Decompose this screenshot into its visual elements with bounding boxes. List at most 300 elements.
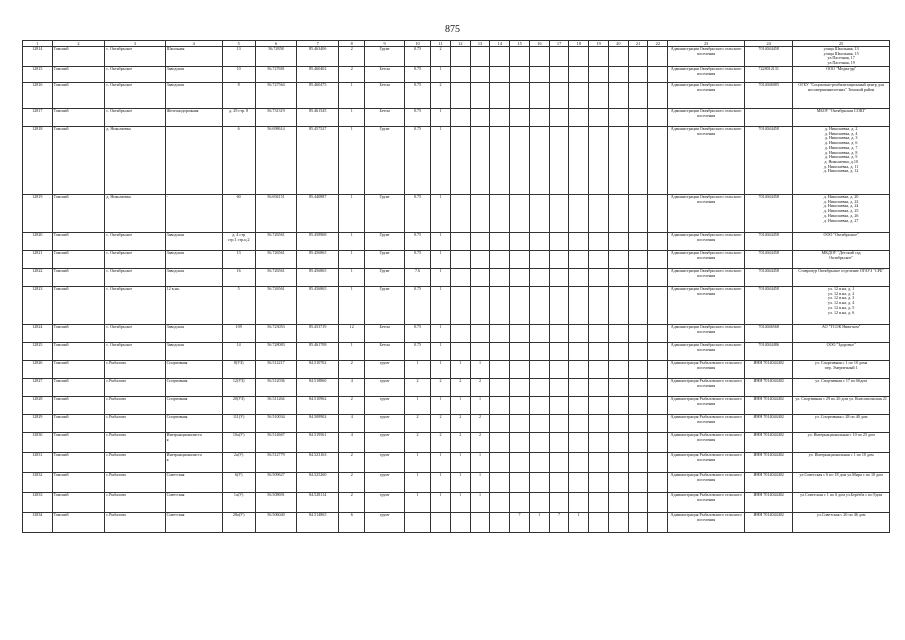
column-header: 6 xyxy=(255,41,297,47)
table-cell xyxy=(450,127,470,195)
table-cell: 56.728083 xyxy=(255,343,297,361)
table-cell: 12(УЗ) xyxy=(222,379,255,397)
table-cell: 56.506040 xyxy=(255,513,297,533)
table-cell: 12815 xyxy=(23,67,53,83)
table-cell: Советская xyxy=(165,493,222,513)
table-cell: 1 xyxy=(431,343,451,361)
table-cell xyxy=(510,343,530,361)
table-cell: Советская xyxy=(165,513,222,533)
table-row xyxy=(23,251,890,269)
table-cell: 1 xyxy=(431,397,451,415)
table-cell xyxy=(529,415,549,433)
table-cell xyxy=(589,47,609,67)
table-cell xyxy=(490,493,510,513)
table-cell xyxy=(628,397,648,415)
table-cell xyxy=(450,83,470,109)
table-cell: ул.Советская с 6 по 18 дом ул.Мира с по 10 дом xyxy=(793,473,890,493)
table-cell xyxy=(648,493,668,513)
table-cell: 84.518860 xyxy=(297,379,339,397)
table-cell: с.Рыбалово xyxy=(105,415,165,433)
table-cell xyxy=(470,67,490,83)
column-header: 11 xyxy=(431,41,451,47)
table-cell: 1 xyxy=(404,361,430,379)
table-cell: 2 xyxy=(431,433,451,453)
table-cell: 1 xyxy=(529,513,549,533)
table-cell xyxy=(470,127,490,195)
table-cell xyxy=(510,109,530,127)
table-cell: 7014046568 xyxy=(745,325,793,343)
table-cell xyxy=(490,473,510,493)
table-cell: 1 xyxy=(339,109,365,127)
table-cell xyxy=(589,379,609,397)
table-cell: 8 xyxy=(222,83,255,109)
table-cell: 12820 xyxy=(23,233,53,251)
table-cell: Томский xyxy=(52,233,105,251)
table-cell xyxy=(549,47,569,67)
table-cell xyxy=(490,379,510,397)
table-cell xyxy=(549,127,569,195)
table-cell: 0.75 xyxy=(404,83,430,109)
table-cell: 1 xyxy=(431,493,451,513)
table-cell xyxy=(628,67,648,83)
table-cell xyxy=(549,109,569,127)
table-cell: 1 xyxy=(431,233,451,251)
table-cell: 85.458968 xyxy=(297,233,339,251)
table-cell: Томский xyxy=(52,361,105,379)
table-cell: Томский xyxy=(52,473,105,493)
table-cell xyxy=(490,287,510,325)
table-cell: ОГБУ "Социально-реабилитационный центр для несовершеннолетних" Томский район xyxy=(793,83,890,109)
table-cell xyxy=(549,325,569,343)
table-cell xyxy=(470,513,490,533)
table-cell xyxy=(648,67,668,83)
column-header: 15 xyxy=(510,41,530,47)
table-cell xyxy=(549,361,569,379)
table-cell xyxy=(450,325,470,343)
table-cell: 1 xyxy=(450,453,470,473)
table-cell xyxy=(529,453,549,473)
table-cell: с. Октябрьское xyxy=(105,83,165,109)
table-cell xyxy=(628,83,648,109)
table-row xyxy=(23,433,890,453)
table-cell xyxy=(589,325,609,343)
table-cell: 2 xyxy=(450,415,470,433)
table-cell xyxy=(450,67,470,83)
table-cell: 0.75 xyxy=(404,251,430,269)
table-cell xyxy=(529,67,549,83)
table-cell: Томский xyxy=(52,127,105,195)
table-cell: 85.440887 xyxy=(297,195,339,233)
table-cell: 12824 xyxy=(23,325,53,343)
table-cell: с.Рыбалово xyxy=(105,493,165,513)
table-cell xyxy=(510,493,530,513)
table-cell: 1 xyxy=(450,361,470,379)
table-cell xyxy=(529,343,549,361)
table-cell: 56.726561 xyxy=(255,287,297,325)
table-cell: грунт xyxy=(365,453,405,473)
table-cell xyxy=(470,109,490,127)
table-cell: 12817 xyxy=(23,109,53,127)
table-cell: 1 xyxy=(431,127,451,195)
table-cell: 1 xyxy=(404,493,430,513)
table-cell xyxy=(549,251,569,269)
table-cell: 6 xyxy=(339,513,365,533)
table-cell: 56.512779 xyxy=(255,453,297,473)
table-cell xyxy=(628,453,648,473)
table-cell xyxy=(510,47,530,67)
table-cell: Администрация Рыбаловского сельского поселения xyxy=(668,397,745,415)
table-cell xyxy=(510,325,530,343)
table-cell xyxy=(549,67,569,83)
table-cell: 2 xyxy=(339,361,365,379)
table-cell: ИНН 7014044402 xyxy=(745,473,793,493)
table-cell xyxy=(608,473,628,493)
table-cell: 60 xyxy=(222,195,255,233)
table-cell: 0.75 xyxy=(404,287,430,325)
table-cell: 1 xyxy=(339,269,365,287)
table-cell: Администрация Рыбаловского сельского поселения xyxy=(668,361,745,379)
table-cell xyxy=(569,269,589,287)
table-cell: 1 xyxy=(450,397,470,415)
table-cell xyxy=(608,251,628,269)
table-cell: 1 xyxy=(339,343,365,361)
column-header: 21 xyxy=(628,41,648,47)
table-cell: 0.75 xyxy=(404,47,430,67)
table-cell xyxy=(450,109,470,127)
table-cell: 12823 xyxy=(23,287,53,325)
table-cell: Томский xyxy=(52,47,105,67)
table-cell xyxy=(648,415,668,433)
table-cell: Администрация Октябрьского сельского поселения xyxy=(668,67,745,83)
table-cell xyxy=(490,453,510,473)
table-cell: ООО "Медиа-рр" xyxy=(793,67,890,83)
table-cell: 12818 xyxy=(23,127,53,195)
table-cell: Администрация Октябрьского сельского поселения xyxy=(668,109,745,127)
table-cell: Администрация Октябрьского сельского поселения xyxy=(668,47,745,67)
table-cell: 7014044458 xyxy=(745,47,793,67)
table-cell: 84.519561 xyxy=(297,433,339,453)
table-cell xyxy=(589,287,609,325)
table-cell: грунт xyxy=(365,433,405,453)
table-cell xyxy=(589,269,609,287)
table-cell: с.Рыбалово xyxy=(105,473,165,493)
table-cell xyxy=(569,287,589,325)
table-cell: с. Октябрьское xyxy=(105,109,165,127)
table-cell xyxy=(470,287,490,325)
table-cell: ул. Спортивная с 28 по 40 дом xyxy=(793,415,890,433)
table-cell: д. Николаевка xyxy=(105,195,165,233)
table-cell: Грунт xyxy=(365,127,405,195)
table-row xyxy=(23,109,890,127)
table-cell: 12 в.на. xyxy=(165,287,222,325)
table-cell: 2 xyxy=(339,473,365,493)
table-cell xyxy=(490,269,510,287)
table-cell: 56.694151 xyxy=(255,195,297,233)
table-cell: 1 xyxy=(339,251,365,269)
table-cell xyxy=(569,397,589,415)
table-row xyxy=(23,361,890,379)
table-cell xyxy=(569,453,589,473)
table-cell xyxy=(628,127,648,195)
table-cell: 7014044458 xyxy=(745,195,793,233)
table-cell: 7014044458 xyxy=(745,127,793,195)
table-cell: Администрация Рыбаловского сельского поселения xyxy=(668,453,745,473)
table-cell xyxy=(510,83,530,109)
table-cell: с. Октябрьское xyxy=(105,233,165,251)
table-cell xyxy=(510,397,530,415)
table-cell: 56.731319 xyxy=(255,109,297,127)
table-cell: 56.510034 xyxy=(255,415,297,433)
table-cell: МКДОУ "Детский сад Октябрьское" xyxy=(793,251,890,269)
table-cell xyxy=(569,251,589,269)
table-cell xyxy=(628,233,648,251)
table-cell: 2 xyxy=(431,415,451,433)
table-cell: грунт xyxy=(365,493,405,513)
table-cell xyxy=(529,493,549,513)
table-cell: Железнодорожная xyxy=(165,109,222,127)
table-cell: Грунт xyxy=(365,47,405,67)
table-cell xyxy=(648,127,668,195)
table-cell xyxy=(529,361,549,379)
table-cell xyxy=(589,361,609,379)
table-cell: Грунт xyxy=(365,195,405,233)
table-cell xyxy=(549,397,569,415)
table-cell: 2 xyxy=(450,433,470,453)
table-cell: 10а(У) xyxy=(222,433,255,453)
table-cell xyxy=(648,343,668,361)
table-cell: 2 xyxy=(339,397,365,415)
table-cell xyxy=(569,233,589,251)
table-cell: ул. Интернациональная с 10 по 25 дом xyxy=(793,433,890,453)
table-cell: 1 xyxy=(431,361,451,379)
table-cell: Томский xyxy=(52,397,105,415)
table-cell xyxy=(490,83,510,109)
table-row xyxy=(23,415,890,433)
table-cell: 109 xyxy=(222,325,255,343)
table-cell: 84.510702 xyxy=(297,361,339,379)
table-cell xyxy=(549,415,569,433)
table-cell: Интернационалиста я xyxy=(165,433,222,453)
table-cell: 1 xyxy=(431,195,451,233)
table-cell: ИНН 7014044402 xyxy=(745,453,793,473)
table-cell xyxy=(529,433,549,453)
table-cell xyxy=(450,269,470,287)
table-cell xyxy=(569,83,589,109)
table-cell xyxy=(529,233,549,251)
table-cell xyxy=(608,513,628,533)
column-header: 7 xyxy=(297,41,339,47)
table-cell xyxy=(490,433,510,453)
table-cell: Администрация Октябрьского сельского поселения xyxy=(668,325,745,343)
table-cell: 2 xyxy=(431,83,451,109)
table-cell: Администрация Октябрьского сельского поселения xyxy=(668,343,745,361)
table-cell: с.Рыбалово xyxy=(105,379,165,397)
table-cell: Администрация Рыбаловского сельского поселения xyxy=(668,415,745,433)
table-cell: Администрация Октябрьского сельского поселения xyxy=(668,251,745,269)
table-cell: 7014044486 xyxy=(745,343,793,361)
table-cell xyxy=(569,343,589,361)
table-cell xyxy=(648,233,668,251)
table-cell: д. Николаевка xyxy=(105,127,165,195)
table-cell: ул. Спортивная с 1 по 10 дома пер. Энергичный 1 xyxy=(793,361,890,379)
table-cell xyxy=(745,109,793,127)
table-cell: 2 xyxy=(470,433,490,453)
table-cell: улица Школьная, 13 улица Школьная, 15 ул.Пасечная, 17 ул.Пасечная, 19 xyxy=(793,47,890,67)
table-cell xyxy=(510,127,530,195)
table-cell: 1а(У) xyxy=(222,493,255,513)
table-row xyxy=(23,47,890,67)
table-row xyxy=(23,83,890,109)
table-cell: 7014044458 xyxy=(745,269,793,287)
table-row xyxy=(23,127,890,195)
table-cell: Бетон xyxy=(365,67,405,83)
table-cell xyxy=(589,397,609,415)
table-cell xyxy=(529,83,549,109)
table-cell: 1 xyxy=(404,453,430,473)
table-cell xyxy=(628,325,648,343)
table-cell xyxy=(589,83,609,109)
table-cell: Администрация Октябрьского сельского поселения xyxy=(668,127,745,195)
table-cell: МБОУ "Октябрьская СОШ" xyxy=(793,109,890,127)
table-cell xyxy=(608,67,628,83)
table-cell: ИНН 7014044402 xyxy=(745,493,793,513)
table-cell: ИНН 7014044402 xyxy=(745,415,793,433)
table-cell xyxy=(470,251,490,269)
table-cell xyxy=(569,67,589,83)
column-header: 10 xyxy=(404,41,430,47)
table-cell xyxy=(628,361,648,379)
table-cell: 56.726561 xyxy=(255,251,297,269)
table-cell: 85.456865 xyxy=(297,251,339,269)
table-cell xyxy=(608,453,628,473)
table-row xyxy=(23,493,890,513)
table-cell: 12821 xyxy=(23,251,53,269)
table-cell: с.Рыбалово xyxy=(105,513,165,533)
table-cell xyxy=(470,195,490,233)
column-header: 19 xyxy=(589,41,609,47)
table-cell xyxy=(608,269,628,287)
table-cell: Школьная xyxy=(165,47,222,67)
table-cell: Спортивная xyxy=(165,415,222,433)
table-cell: грунт xyxy=(365,379,405,397)
table-cell: 56.508691 xyxy=(255,493,297,513)
table-cell: 85.456865 xyxy=(297,269,339,287)
table-cell: 1 xyxy=(470,473,490,493)
column-header: 2 xyxy=(52,41,105,47)
table-cell: 84.528114 xyxy=(297,493,339,513)
table-cell xyxy=(529,269,549,287)
table-cell xyxy=(569,379,589,397)
table-cell: с.Рыбалово xyxy=(105,361,165,379)
table-cell: д. 4 стр стр.1 стр.ц.2 xyxy=(222,233,255,251)
table-cell: Заводская xyxy=(165,269,222,287)
table-cell: 2 xyxy=(404,379,430,397)
table-cell xyxy=(589,343,609,361)
table-cell xyxy=(510,361,530,379)
table-cell: Спортивная xyxy=(165,379,222,397)
table-cell: 56.698614 xyxy=(255,127,297,195)
table-cell: 56.72858 xyxy=(255,47,297,67)
table-cell xyxy=(510,415,530,433)
table-cell: 12830 xyxy=(23,433,53,453)
table-row xyxy=(23,379,890,397)
table-cell: 0.75 xyxy=(404,127,430,195)
column-header: 25 xyxy=(793,41,890,47)
table-cell: 4 xyxy=(339,433,365,453)
table-cell xyxy=(628,473,648,493)
table-cell: ИНН 7014044402 xyxy=(745,397,793,415)
table-cell xyxy=(589,67,609,83)
table-cell xyxy=(549,379,569,397)
table-cell xyxy=(648,453,668,473)
column-header: 17 xyxy=(549,41,569,47)
table-cell: 1 xyxy=(339,83,365,109)
table-cell: 12816 xyxy=(23,83,53,109)
table-cell: Спортивная xyxy=(165,397,222,415)
table-cell: 56.509627 xyxy=(255,473,297,493)
table-cell: 12819 xyxy=(23,195,53,233)
table-cell: Томский xyxy=(52,195,105,233)
table-cell: 56.512217 xyxy=(255,361,297,379)
table-cell: 56.726561 xyxy=(255,233,297,251)
table-cell: с.Рыбалово xyxy=(105,433,165,453)
table-cell xyxy=(549,473,569,493)
table-cell xyxy=(549,287,569,325)
table-cell: 2 xyxy=(470,379,490,397)
table-cell: Ставропур Октябрьское отделение ОГАУЗ "СРБ" xyxy=(793,269,890,287)
table-cell: 10 xyxy=(222,67,255,83)
table-cell xyxy=(569,109,589,127)
table-cell xyxy=(608,493,628,513)
table-cell: 0.75 xyxy=(404,195,430,233)
table-cell: 12814 xyxy=(23,47,53,67)
table-cell: 1 xyxy=(431,67,451,83)
table-cell: Спортивная xyxy=(165,361,222,379)
table-cell xyxy=(628,269,648,287)
table-cell: 1 xyxy=(431,251,451,269)
table-cell: 0.75 xyxy=(404,325,430,343)
column-header: 23 xyxy=(668,41,745,47)
table-cell: с. Октябрьское xyxy=(105,287,165,325)
table-cell: 56.723053 xyxy=(255,325,297,343)
table-cell: Томский xyxy=(52,251,105,269)
table-cell xyxy=(529,109,549,127)
table-cell xyxy=(549,453,569,473)
table-cell xyxy=(510,269,530,287)
table-cell: 2 xyxy=(431,47,451,67)
table-cell: Администрация Октябрьского сельского поселения xyxy=(668,195,745,233)
table-cell: Томский xyxy=(52,83,105,109)
table-cell: Томский xyxy=(52,415,105,433)
table-cell: 4 xyxy=(339,379,365,397)
table-cell: 1 xyxy=(404,473,430,493)
table-cell: ИНН 7014044402 xyxy=(745,379,793,397)
table-cell xyxy=(490,251,510,269)
table-row xyxy=(23,269,890,287)
table-cell: 56.514667 xyxy=(255,433,297,453)
table-cell xyxy=(490,67,510,83)
table-cell xyxy=(608,287,628,325)
table-cell xyxy=(608,195,628,233)
table-cell: Администрация Октябрьского сельского поселения xyxy=(668,269,745,287)
table-cell: 1 xyxy=(339,127,365,195)
table-cell xyxy=(490,361,510,379)
table-cell: 7228012131 xyxy=(745,67,793,83)
table-cell: Томский xyxy=(52,343,105,361)
table-cell: ул. Спортивная с 29 по 26 дом ул. Комсомольская 21 xyxy=(793,397,890,415)
table-cell xyxy=(589,453,609,473)
table-cell: 56.512036 xyxy=(255,379,297,397)
